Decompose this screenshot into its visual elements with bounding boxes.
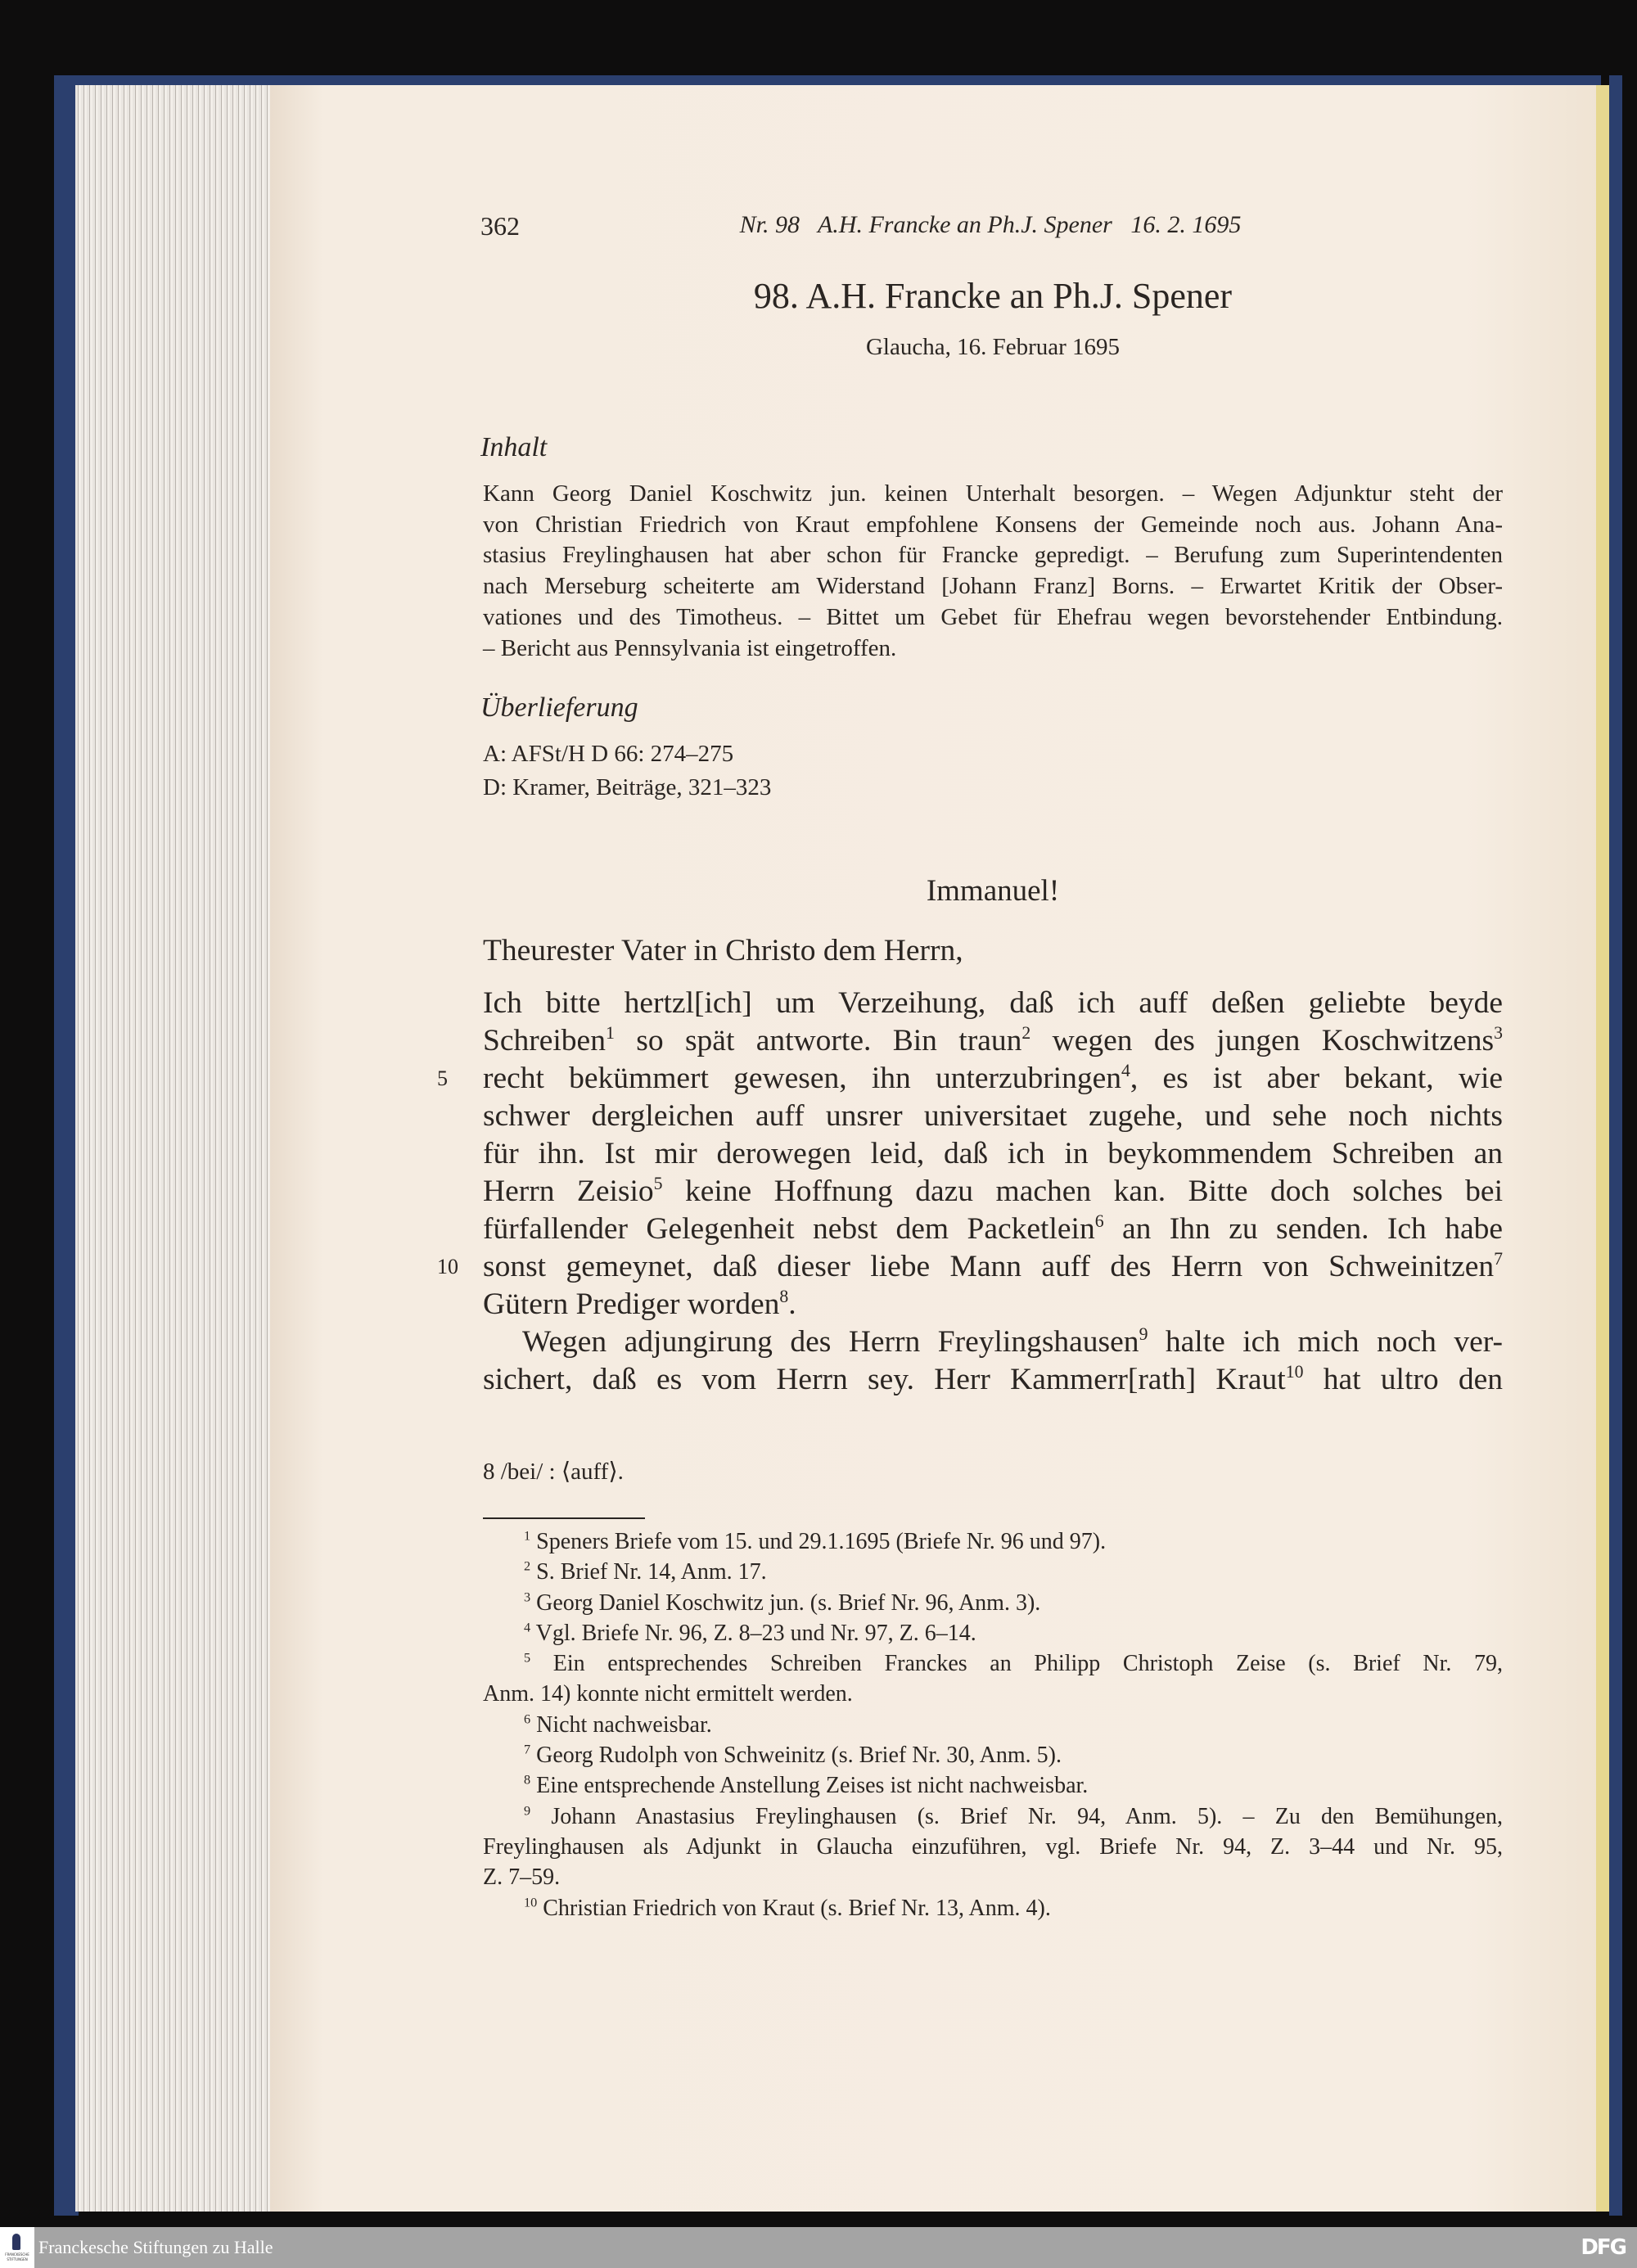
text-run: für ihn. Ist mir derowegen leid, daß ich in beykommendem Schreiben an xyxy=(483,1137,1503,1170)
letter-body xyxy=(437,985,1504,1399)
footnote-marker: 3 xyxy=(524,1589,531,1605)
text-run: Herrn Zeisio xyxy=(483,1175,654,1208)
summary-line: von Christian Friedrich von Kraut empfohlene Konsens der Gemeinde noch aus. Johann Ana- xyxy=(483,511,1503,538)
footnote-line xyxy=(483,1710,1503,1740)
footnote-marker: 2 xyxy=(524,1558,531,1574)
text-run: sichert, daß es vom Herrn sey. Herr Kammerr[rath] Kraut xyxy=(483,1363,1286,1396)
text-run: Christian Friedrich von Kraut (s. Brief Nr. 13, Anm. 4). xyxy=(537,1895,1051,1921)
place-date: Glaucha, 16. Februar 1695 xyxy=(865,334,1121,360)
footnote-rule xyxy=(483,1517,645,1519)
text-run: hat ultro den xyxy=(1303,1363,1503,1396)
text-run: so spät antworte. Bin traun xyxy=(614,1024,1022,1057)
text-run: . xyxy=(788,1287,796,1321)
text-run: schwer dergleichen auff unsrer universitaet zugehe, und sehe noch nichts xyxy=(483,1099,1503,1133)
text-line xyxy=(483,985,1503,1022)
text-run: Eine entsprechende Anstellung Zeises ist nicht nachweisbar. xyxy=(530,1773,1089,1799)
footnote-marker: 3 xyxy=(1494,1022,1503,1043)
page-edge-right xyxy=(1596,85,1609,2212)
text-run: halte ich mich noch ver- xyxy=(1148,1325,1504,1359)
text-run: Ein entsprechendes Schreiben Franckes an Philipp Christoph Zeise (s. Brief Nr. 79, xyxy=(530,1651,1503,1677)
inhalt-summary xyxy=(483,479,1503,664)
text-run: Georg Rudolph von Schweinitz (s. Brief Nr. 30, Anm. 5). xyxy=(530,1743,1062,1769)
ueberlieferung-heading: Überlieferung xyxy=(480,692,638,723)
text-run: recht bekümmert gewesen, ihn unterzubringen xyxy=(483,1062,1121,1095)
summary-line: – Bericht aus Pennsylvania ist eingetroffen. xyxy=(483,634,897,661)
invocation: Immanuel! xyxy=(926,874,1060,908)
footnote-marker: 6 xyxy=(524,1711,531,1727)
text-run: , es ist aber bekant, wie xyxy=(1130,1062,1504,1095)
footnote-marker: 1 xyxy=(605,1022,615,1043)
logo-text: FRANCKESCHE STIFTUNGEN xyxy=(5,2252,29,2261)
footnote-line xyxy=(483,1588,1503,1618)
footer-bar xyxy=(0,2227,1637,2268)
footnote-marker: 5 xyxy=(524,1650,531,1666)
text-line xyxy=(437,1248,1503,1286)
line-number: 10 xyxy=(437,1255,458,1278)
text-run: Vgl. Briefe Nr. 96, Z. 8–23 und Nr. 97, Z. 6–14. xyxy=(530,1620,976,1646)
institution-logo[interactable] xyxy=(0,2227,34,2268)
footnote-marker: 10 xyxy=(524,1895,538,1910)
text-line xyxy=(483,1135,1503,1173)
footnote-marker: 2 xyxy=(1021,1022,1031,1043)
text-line xyxy=(483,1098,1503,1135)
critical-apparatus: 8 /bei/ : ⟨auff⟩. xyxy=(483,1459,624,1485)
inhalt-heading: Inhalt xyxy=(480,432,548,462)
text-run: Z. 7–59. xyxy=(483,1864,561,1891)
source-entry: A: AFSt/H D 66: 274–275 xyxy=(483,741,734,767)
text-run: Johann Anastasius Freylinghausen (s. Brief Nr. 94, Anm. 5). – Zu den Bemühungen, xyxy=(530,1803,1503,1829)
summary-line: Kann Georg Daniel Koschwitz jun. keinen Unterhalt besorgen. – Wegen Adjunktur steht der xyxy=(483,480,1503,507)
footnote-line xyxy=(483,1770,1503,1801)
institution-name: Franckesche Stiftungen zu Halle xyxy=(38,2237,273,2257)
footnote-line xyxy=(483,1648,1503,1679)
text-line xyxy=(483,1211,1503,1248)
footnote-marker: 9 xyxy=(524,1803,531,1819)
summary-line: stasius Freylinghausen hat aber schon für Francke gepredigt. – Berufung zum Superintendenten xyxy=(483,542,1503,569)
footnote-line xyxy=(483,1893,1503,1923)
salutation: Theurester Vater in Christo dem Herrn, xyxy=(483,934,963,967)
text-run: Wegen adjungirung des Herrn Freylingshausen xyxy=(522,1325,1139,1359)
footnote-marker: 9 xyxy=(1139,1323,1148,1344)
text-line xyxy=(483,1173,1503,1211)
footnote-marker: 4 xyxy=(1121,1060,1130,1080)
line-number: 5 xyxy=(437,1066,448,1090)
footnote-line xyxy=(483,1557,1503,1587)
footnotes xyxy=(483,1526,1503,1923)
text-run: Freylinghausen als Adjunkt in Glaucha einzuführen, vgl. Briefe Nr. 94, Z. 3–44 und Nr. 95, xyxy=(483,1833,1503,1860)
footnote-line xyxy=(483,1801,1503,1832)
letter-title: 98. A.H. Francke an Ph.J. Spener xyxy=(753,276,1233,316)
text-run: Speners Briefe vom 15. und 29.1.1695 (Briefe Nr. 96 und 97). xyxy=(530,1529,1107,1554)
footnote-line xyxy=(483,1526,1503,1557)
summary-line: nach Merseburg scheiterte am Widerstand [Johann Franz] Borns. – Erwartet Kritik der Obser- xyxy=(483,573,1503,600)
footnote-line xyxy=(483,1740,1503,1770)
text-run: Gütern Prediger worden xyxy=(483,1287,780,1321)
text-line xyxy=(483,1286,1503,1323)
dfg-logo[interactable]: DFG xyxy=(1581,2235,1626,2260)
text-run: keine Hoffnung dazu machen kan. Bitte doch solches bei xyxy=(662,1175,1503,1208)
footnote-line xyxy=(483,1679,1503,1709)
book-cover-right xyxy=(1609,75,1622,2216)
text-line xyxy=(483,1361,1503,1399)
text-run: sonst gemeynet, daß dieser liebe Mann auff des Herrn von Schweinitzen xyxy=(483,1250,1495,1283)
text-run: Georg Daniel Koschwitz jun. (s. Brief Nr. 96, Anm. 3). xyxy=(530,1589,1041,1616)
footnote-marker: 10 xyxy=(1285,1361,1304,1382)
text-run: S. Brief Nr. 14, Anm. 17. xyxy=(530,1559,767,1585)
footnote-line xyxy=(483,1862,1503,1892)
footnote-marker: 4 xyxy=(524,1620,531,1635)
text-line xyxy=(483,1323,1503,1361)
ueberlieferung-list xyxy=(483,737,771,805)
logo-figure-icon xyxy=(12,2234,20,2250)
summary-line: vationes und des Timotheus. – Bittet um Gebet für Ehefrau wegen bevorstehender Entbindung. xyxy=(483,603,1503,630)
footnote-marker: 6 xyxy=(1094,1211,1104,1231)
text-run: Anm. 14) konnte nicht ermittelt werden. xyxy=(483,1681,853,1707)
footnote-marker: 5 xyxy=(653,1173,663,1193)
text-line xyxy=(437,1060,1504,1098)
page-number: 362 xyxy=(480,211,520,241)
text-run: Nicht nachweisbar. xyxy=(530,1711,712,1738)
source-entry: D: Kramer, Beiträge, 321–323 xyxy=(483,774,772,800)
text-line xyxy=(483,1022,1503,1060)
footnote-marker: 8 xyxy=(524,1772,531,1788)
footnote-line xyxy=(483,1618,1503,1648)
text-run: an Ihn zu senden. Ich habe xyxy=(1103,1212,1503,1246)
footnote-marker: 7 xyxy=(524,1742,531,1757)
text-run: Ich bitte hertzl[ich] um Verzeihung, daß ich auff deßen geliebte beyde xyxy=(483,986,1503,1020)
footnote-line xyxy=(483,1832,1503,1862)
text-run: fürfallender Gelegenheit nebst dem Packetlein xyxy=(483,1212,1095,1246)
footnote-marker: 7 xyxy=(1494,1248,1503,1269)
text-run: Schreiben xyxy=(483,1024,606,1057)
page-stack-edge xyxy=(75,85,272,2212)
footnote-marker: 8 xyxy=(779,1286,789,1306)
running-title: Nr. 98 A.H. Francke an Ph.J. Spener 16. 2. 1695 xyxy=(739,211,1242,238)
text-run: wegen des jungen Koschwitzens xyxy=(1030,1024,1495,1057)
footnote-marker: 1 xyxy=(524,1528,531,1544)
